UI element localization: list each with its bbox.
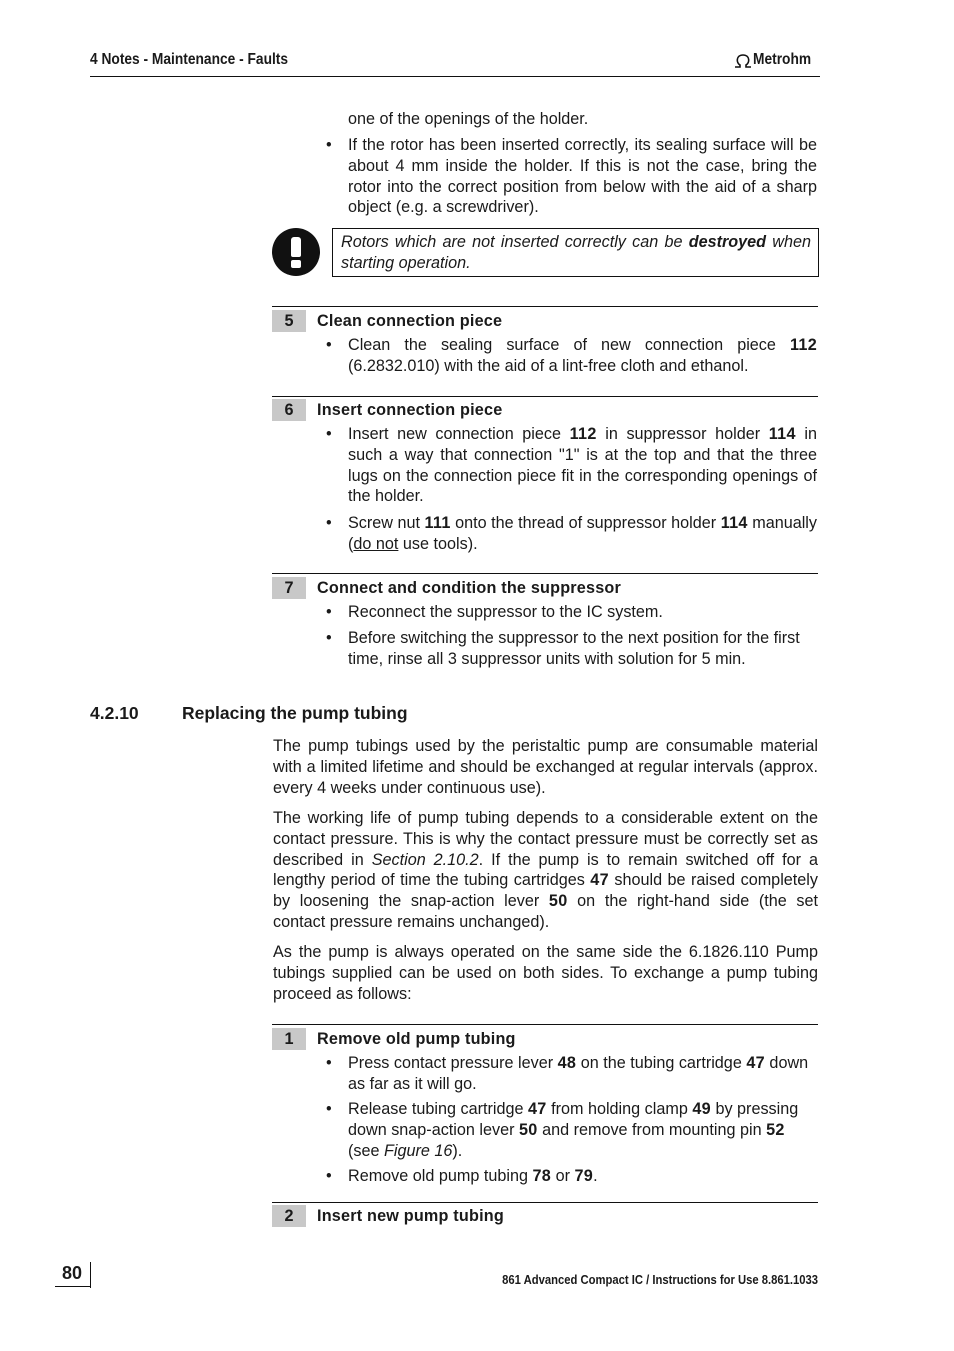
bullet-icon: • [326,603,332,621]
step-title: Connect and condition the suppressor [317,579,621,597]
list-item-text: If the rotor has been inserted correctly, its sealing surface will be about 4 mm inside the holder. If this is not the case, bring the rotor into the correct position from below with the aid of a sharp object (e.g. a screwdriver). [348,136,817,217]
list-item-text: Press contact pressure lever 48 on the tubing cartridge 47 down as far as it will go. [348,1054,809,1093]
step-title: Insert new pump tubing [317,1207,504,1225]
step-title: Clean connection piece [317,312,503,330]
omega-logo-icon [733,52,753,68]
bullet-icon: • [326,1167,332,1185]
section-title: Replacing the pump tubing [182,703,408,723]
page-number: 80 [62,1263,83,1283]
paragraph: As the pump is always operated on the same side the 6.1826.110 Pump tubings supplied can be used on both sides. To exchange a pump tubing proceed as follows: [273,943,818,1003]
list-item-text: Before switching the suppressor to the next position for the first time, rinse all 3 suppressor units with solution for 5 min. [348,629,800,668]
step-number: 6 [272,399,306,421]
intro-line: one of the openings of the holder. [348,110,589,128]
footer-divider [90,1262,91,1288]
step-rule [272,573,818,574]
step-title: Remove old pump tubing [317,1030,516,1048]
bullet-icon: • [326,1100,332,1118]
brand-name: Metrohm [753,51,812,68]
bullet-icon: • [326,629,332,647]
warning-emphasis: destroyed [688,233,767,251]
footer-document-id: 861 Advanced Compact IC / Instructions for Use 8.861.1033 [502,1273,818,1287]
list-item-text: Screw nut 111 onto the thread of suppressor holder 114 manually (do not use tools). [348,514,817,553]
step-number: 7 [272,577,306,599]
bullet-icon: • [326,1054,332,1072]
step-number: 2 [272,1205,306,1227]
list-item-text: Reconnect the suppressor to the IC system. [348,603,663,621]
bullet-icon: • [326,336,332,354]
bullet-icon: • [326,136,332,154]
bullet-icon: • [326,425,332,443]
exclamation-icon [272,228,320,276]
brand-logo [733,50,821,71]
list-item-text: Remove old pump tubing 78 or 79. [348,1167,598,1185]
bullet-icon: • [326,514,332,532]
list-item-text: Insert new connection piece 112 in suppressor holder 114 in such a way that connection "1" is at the top and that the three lugs on the connection piece fit in the corresponding openings of the holder. [348,425,817,506]
step-title: Insert connection piece [317,401,503,419]
step-rule [272,306,818,307]
list-item-text: Clean the sealing surface of new connection piece 112 (6.2832.010) with the aid of a lint-free cloth and ethanol. [348,336,817,375]
step-rule [272,396,818,397]
step-rule [272,1024,818,1025]
paragraph: The pump tubings used by the peristaltic pump are consumable material with a limited lifetime and should be exchanged at regular intervals (approx. every 4 weeks under continuous use). [273,737,818,797]
warning-box: Rotors which are not inserted correctly can be destroyed when starting operation. [332,228,819,277]
section-number: 4.2.10 [90,703,139,723]
footer-rule [55,1286,91,1287]
paragraph: The working life of pump tubing depends to a considerable extent on the contact pressure. This is why the contact pressure must be correctly set as described in Section 2.10.2. If the pump is to remain switched off for a lengthy period of time the tubing cartridges 47 should be raised completely by loosening the snap-action lever 50 on the right-hand side (the set contact pressure remains unchanged). [273,809,818,931]
header-rule [90,76,820,77]
step-number: 1 [272,1028,306,1050]
step-number: 5 [272,310,306,332]
running-header-section: 4 Notes - Maintenance - Faults [90,51,289,68]
list-item-text: Release tubing cartridge 47 from holding clamp 49 by pressing down snap-action lever 50 and remove from mounting pin 52 (see Figure 16). [348,1100,799,1160]
step-rule [272,1202,818,1203]
